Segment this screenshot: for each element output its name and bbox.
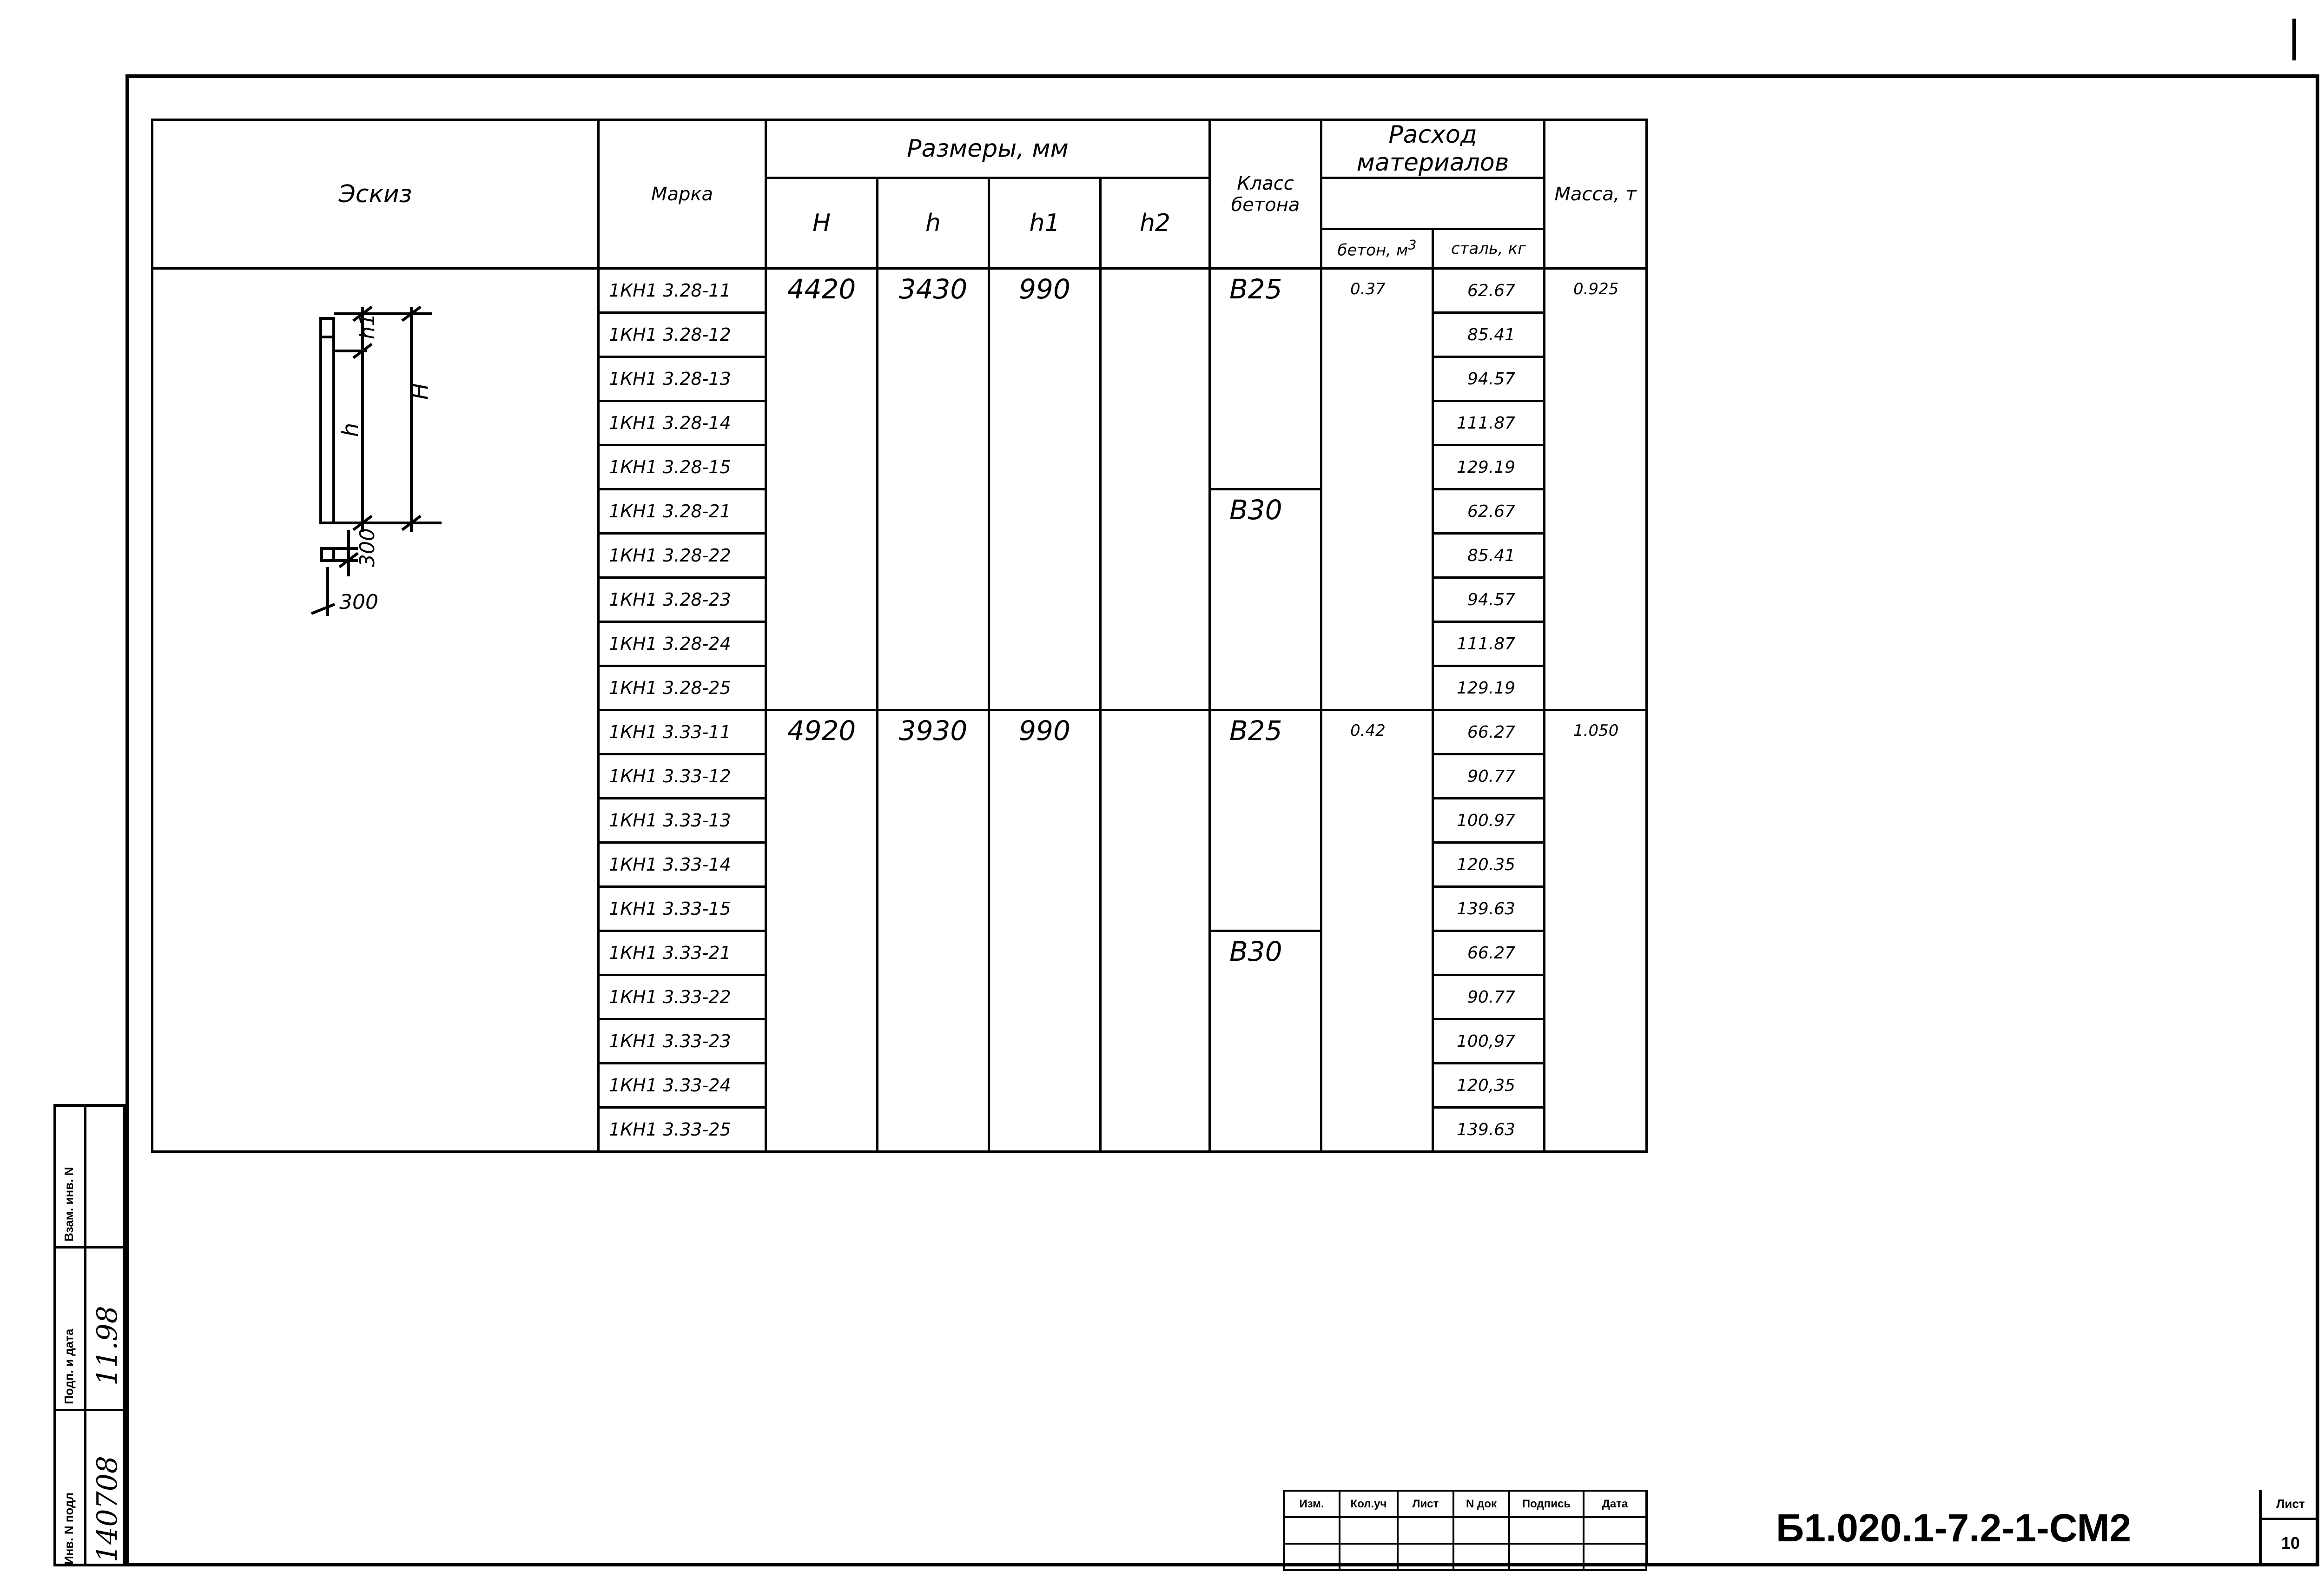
- cell-steel: 100,97: [1433, 1019, 1545, 1064]
- cell-mark: 1КН1 3.28-13: [599, 357, 766, 401]
- sketch-label-H: H: [407, 383, 433, 400]
- sheet-box: [2259, 1490, 2319, 1566]
- stamp-sign-value: 11.98: [91, 1306, 124, 1386]
- left-approval-stamp: [53, 1104, 125, 1566]
- cell-concrete-class: B25: [1210, 269, 1321, 489]
- rev-header-ndok: N док: [1453, 1491, 1509, 1517]
- header-h2: h2: [1101, 178, 1210, 269]
- specification-table: [151, 119, 1648, 1153]
- cell-h2: [1101, 710, 1210, 1152]
- cell-steel: 100.97: [1433, 799, 1545, 843]
- sketch-dim-300-horizontal: 300: [339, 590, 378, 614]
- cell-steel: 90.77: [1433, 975, 1545, 1019]
- cell-mark: 1КН1 3.28-24: [599, 622, 766, 666]
- header-h1: h1: [989, 178, 1101, 269]
- sketch-cell: [152, 269, 599, 1152]
- cell-h: 3930: [878, 710, 989, 1152]
- cell-mark: 1КН1 3.28-14: [599, 401, 766, 445]
- cell-concrete-class: B30: [1210, 931, 1321, 1152]
- cell-steel: 94.57: [1433, 357, 1545, 401]
- sheet-label: Лист: [2262, 1490, 2319, 1520]
- revision-table: [1283, 1490, 1647, 1571]
- document-number: Б1.020.1-7.2-1-СМ2: [1645, 1490, 2259, 1566]
- cell-steel: 111.87: [1433, 622, 1545, 666]
- cell-mark: 1КН1 3.28-11: [599, 269, 766, 313]
- header-h: h: [878, 178, 989, 269]
- header-dimensions: Размеры, мм: [766, 120, 1210, 178]
- cell-steel: 120.35: [1433, 843, 1545, 887]
- cell-steel: 129.19: [1433, 445, 1545, 489]
- cell-mark: 1КН1 3.28-23: [599, 578, 766, 622]
- cell-mass: 0.925: [1545, 269, 1647, 710]
- stamp-podp-data: Подп. и дата: [62, 1328, 76, 1404]
- cell-mark: 1КН1 3.33-14: [599, 843, 766, 887]
- header-mass: Масса, т: [1545, 120, 1647, 269]
- cell-h1: 990: [989, 710, 1101, 1152]
- header-H: H: [766, 178, 878, 269]
- cell-H: 4920: [766, 710, 878, 1152]
- cell-H: 4420: [766, 269, 878, 710]
- cell-mark: 1КН1 3.33-25: [599, 1108, 766, 1152]
- header-consumption: Расход материалов: [1321, 120, 1545, 178]
- cell-steel: 85.41: [1433, 534, 1545, 578]
- cell-steel: 62.67: [1433, 269, 1545, 313]
- cell-mark: 1КН1 3.33-12: [599, 754, 766, 799]
- cell-mark: 1КН1 3.33-15: [599, 887, 766, 931]
- cell-mark: 1КН1 3.28-15: [599, 445, 766, 489]
- cell-steel: 66.27: [1433, 931, 1545, 975]
- cell-steel: 62.67: [1433, 489, 1545, 534]
- cell-mark: 1КН1 3.33-13: [599, 799, 766, 843]
- header-concrete-m3: бетон, $м^3$: [1321, 229, 1433, 269]
- cell-mark: 1КН1 3.28-21: [599, 489, 766, 534]
- table-row: [152, 269, 1647, 313]
- cell-mark: 1КН1 3.33-11: [599, 710, 766, 754]
- cell-mark: 1КН1 3.28-22: [599, 534, 766, 578]
- cell-steel: 94.57: [1433, 578, 1545, 622]
- header-mark: Марка: [599, 120, 766, 269]
- cell-mark: 1КН1 3.33-22: [599, 975, 766, 1019]
- stamp-inv-value: 140708: [91, 1455, 124, 1562]
- cell-mark: 1КН1 3.33-23: [599, 1019, 766, 1064]
- cell-mass: 1.050: [1545, 710, 1647, 1152]
- cell-mark: 1КН1 3.33-24: [599, 1064, 766, 1108]
- cell-steel: 111.87: [1433, 401, 1545, 445]
- column-sketch: [153, 270, 595, 679]
- rev-header-izm: Изм.: [1284, 1491, 1340, 1517]
- rev-header-kol: Кол.уч: [1340, 1491, 1398, 1517]
- header-steel-kg: сталь, кг: [1433, 229, 1545, 269]
- cell-h2: [1101, 269, 1210, 710]
- header-consumption-gap: [1321, 178, 1545, 229]
- cell-mark: 1КН1 3.28-12: [599, 313, 766, 357]
- cell-h: 3430: [878, 269, 989, 710]
- cell-mark: 1КН1 3.33-21: [599, 931, 766, 975]
- cell-steel: 129.19: [1433, 666, 1545, 710]
- sketch-label-h: h: [337, 423, 363, 437]
- cell-steel: 66.27: [1433, 710, 1545, 754]
- cell-concrete-volume: 0.37: [1321, 269, 1433, 710]
- specification-body: [152, 269, 1647, 1152]
- cell-steel: 85.41: [1433, 313, 1545, 357]
- sketch-dim-300-vertical: 300: [356, 528, 379, 567]
- rev-header-list: Лист: [1398, 1491, 1453, 1517]
- header-sketch: Эскиз: [152, 120, 599, 269]
- cell-steel: 139.63: [1433, 1108, 1545, 1152]
- cell-mark: 1КН1 3.28-25: [599, 666, 766, 710]
- cell-concrete-volume: 0.42: [1321, 710, 1433, 1152]
- page-number-marker: [2292, 19, 2296, 60]
- cell-steel: 90.77: [1433, 754, 1545, 799]
- sheet-number: 10: [2281, 1533, 2300, 1552]
- cell-concrete-class: B30: [1210, 489, 1321, 710]
- cell-steel: 120,35: [1433, 1064, 1545, 1108]
- cell-steel: 139.63: [1433, 887, 1545, 931]
- sketch-label-h1: h1: [356, 313, 379, 339]
- stamp-inv-podl: Инв. N подл: [62, 1492, 76, 1565]
- header-concrete-class: Класс бетона: [1210, 120, 1321, 269]
- cell-concrete-class: B25: [1210, 710, 1321, 931]
- stamp-vzam-inv: Взам. инв. N: [62, 1167, 76, 1242]
- cell-h1: 990: [989, 269, 1101, 710]
- rev-header-data: Дата: [1584, 1491, 1646, 1517]
- rev-header-podpis: Подпись: [1509, 1491, 1584, 1517]
